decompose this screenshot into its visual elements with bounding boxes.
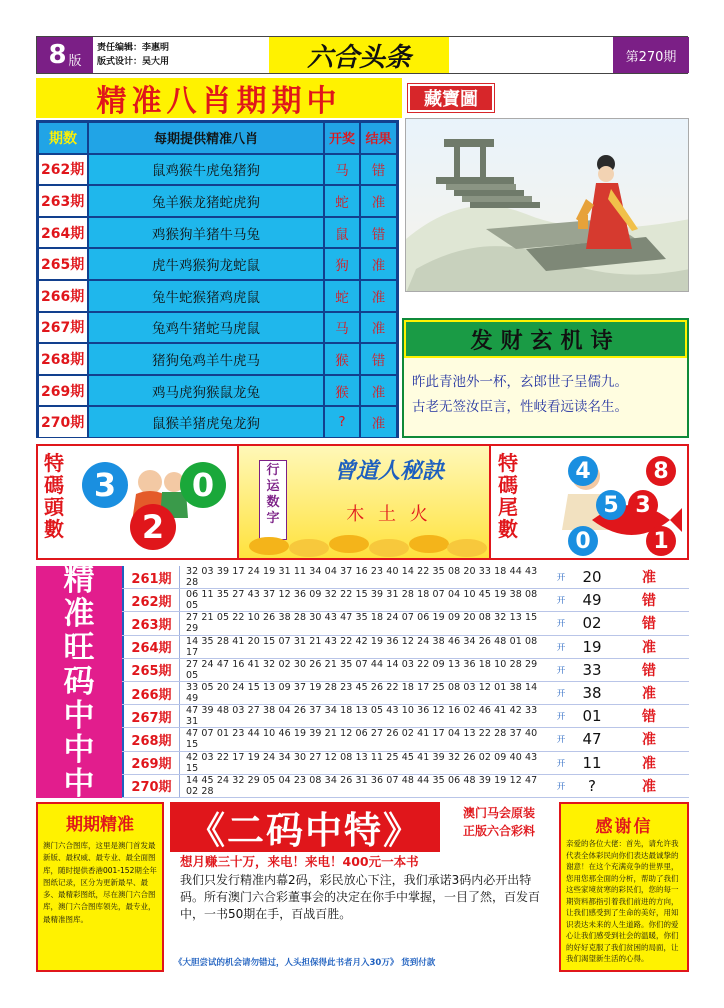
designer-line: 版式设计：吴大用 [97, 57, 170, 67]
zodiac-cell-result: 准 [360, 280, 397, 312]
precise-body: 澳门六合图库，这里是澳门首发最新版、最权威、最专业、最全面图库，随时提供香港001-152期全年图纸记录，区分为更新最早、最多、最精彩图纸，尽在澳门六合图库，澳门六合图库领先，最专业，最精准图库。 [43, 841, 157, 924]
issue-number: 第270期 [613, 37, 689, 73]
zodiac-row [38, 248, 397, 280]
two-code-body: 我们只发行精准内幕2码，彩民放心下注，我们承诺3码内必开出特码。所有澳门六合彩董事会的决定在你手中掌握，一目了然，百发百中，一书50期在手，百战百胜。 [180, 873, 541, 921]
gold-ingots-illustration [239, 524, 489, 558]
zodiac-table [36, 120, 399, 438]
edition-badge [37, 37, 93, 73]
zodiac-cell-draw: 蛇 [324, 185, 360, 217]
hot-cell-period: 261期 [122, 566, 180, 588]
hot-cell-draw: 47 [582, 730, 602, 749]
zodiac-cell-zodiacs: 鸡猴狗羊猪牛马兔 [88, 217, 324, 249]
zodiac-row [38, 406, 397, 438]
zodiac-row [38, 343, 397, 375]
zodiac-cell-draw: ? [324, 406, 360, 438]
precise-title: 期期精准 [66, 815, 134, 835]
zodiac-row [38, 280, 397, 312]
tail-balls [532, 450, 684, 556]
hot-cell-period: 267期 [122, 705, 180, 727]
zodiac-cell-period: 262期 [38, 154, 88, 186]
bridge-woman-illustration [406, 119, 689, 292]
hot-cell-result: 准 [642, 639, 656, 656]
hot-cell-numbers: 27 21 05 22 10 26 38 28 30 43 47 35 18 24 07 06 19 09 20 08 32 13 15 29 [186, 612, 538, 635]
hot-cell-period: 263期 [122, 612, 180, 634]
hot-numbers-row [122, 659, 689, 682]
two-code-source [444, 804, 554, 840]
hot-cell-open: 开 [556, 665, 566, 676]
precise-box [36, 802, 164, 972]
poem-title: 发财玄机诗 [404, 320, 687, 358]
bottom-section [36, 802, 689, 974]
tail-ball: 1 [646, 526, 676, 556]
five-elements: 木 土 火 [346, 504, 432, 525]
hot-cell-numbers: 27 24 47 16 41 32 02 30 26 21 35 07 44 14 03 22 09 13 36 18 10 28 29 05 [186, 658, 538, 681]
zodiac-cell-zodiacs: 猪狗兔鸡羊牛虎马 [88, 343, 324, 375]
publication-title: 六合头条 [269, 37, 449, 73]
zodiac-cell-period: 263期 [38, 185, 88, 217]
hot-numbers-row [122, 566, 689, 589]
poem-line: 昨此青池外一杯，玄郎世子呈儒九。 [412, 374, 628, 390]
edition-number: 8 [48, 40, 67, 70]
lucky-number-tag: 行 运 数 字 [259, 460, 287, 540]
editor-line: 责任编辑：李惠明 [97, 43, 170, 53]
zodiac-header-draw: 开奖 [324, 122, 360, 154]
hot-cell-draw: 19 [582, 637, 602, 656]
hot-cell-draw: 11 [582, 753, 602, 772]
zodiac-cell-draw: 鼠 [324, 217, 360, 249]
hot-numbers-row [122, 705, 689, 728]
zodiac-row [38, 312, 397, 344]
hot-cell-open: 开 [556, 735, 566, 746]
zodiac-header-row [38, 122, 397, 154]
treasure-illustration [405, 118, 689, 292]
zodiac-cell-zodiacs: 兔羊猴龙猪蛇虎狗 [88, 185, 324, 217]
zodiac-cell-result: 错 [360, 217, 397, 249]
two-code-footer: 《大胆尝试的机会请勿错过，人头担保得此书者月入30万》 货到付款 [174, 958, 436, 968]
source-line: 澳门马会原装 [462, 806, 535, 820]
zodiac-cell-zodiacs: 鼠鸡猴牛虎兔猪狗 [88, 154, 324, 186]
zodiac-cell-result: 准 [360, 248, 397, 280]
tail-ball: 5 [596, 490, 626, 520]
zodiac-cell-result: 错 [360, 154, 397, 186]
zodiac-section-title: 精准八肖期期中 [36, 78, 402, 118]
zodiac-cell-zodiacs: 鼠猴羊猪虎兔龙狗 [88, 406, 324, 438]
hot-numbers-row [122, 775, 689, 798]
hot-cell-draw: 01 [582, 707, 602, 726]
hot-cell-result: 准 [642, 732, 656, 749]
hot-cell-open: 开 [556, 619, 566, 630]
zodiac-cell-draw: 狗 [324, 248, 360, 280]
thanks-letter [559, 802, 689, 972]
thanks-title: 感谢信 [595, 817, 653, 837]
poem-body [412, 370, 684, 420]
hot-cell-result: 错 [642, 593, 656, 610]
hot-numbers-section [36, 562, 689, 802]
hot-cell-numbers: 47 39 48 03 27 38 04 26 37 34 18 13 05 43 10 36 12 16 02 46 41 42 33 31 [186, 705, 538, 728]
hot-cell-open: 开 [556, 781, 566, 792]
zodiac-row [38, 154, 397, 186]
hot-cell-period: 262期 [122, 589, 180, 611]
hot-cell-numbers: 06 11 35 27 43 37 12 36 09 32 22 15 39 31 28 18 07 04 10 45 19 38 08 05 [186, 589, 538, 612]
zodiac-cell-period: 267期 [38, 312, 88, 344]
hot-cell-open: 开 [556, 642, 566, 653]
zodiac-cell-result: 准 [360, 375, 397, 407]
thanks-body: 亲爱的各位大佬：首先，请允许我代表全体彩民向你们表达最诚挚的谢意！在这个充满竞争的世界里，您用您那全面的分析，帮助了我们这些家境贫寒的彩民们，您的每一期资料都指引着我们前进的方向，让我们感受到了生命的美好，用知识表达未来的人生道路。你们的爱心让我们感受到社会的温暖，你们的好好克服了我们贫困的局面，让我们渴望新生活的心得。 [566, 839, 679, 963]
zodiac-cell-period: 268期 [38, 343, 88, 375]
zodiac-cell-draw: 蛇 [324, 280, 360, 312]
hot-cell-result: 准 [642, 570, 656, 587]
hot-cell-open: 开 [556, 712, 566, 723]
tail-ball: 4 [568, 456, 598, 486]
hot-numbers-row [122, 612, 689, 635]
hot-numbers-title: 精 准 旺 码 中 中 中 [36, 566, 122, 798]
zodiac-header-zodiacs: 每期提供精准八肖 [88, 122, 324, 154]
zodiac-cell-draw: 猴 [324, 375, 360, 407]
mid-title: 曾道人秘訣 [333, 458, 444, 484]
zodiac-cell-period: 270期 [38, 406, 88, 438]
hot-cell-result: 准 [642, 755, 656, 772]
hot-cell-draw: 20 [582, 568, 602, 587]
hot-cell-numbers: 33 05 20 24 15 13 09 37 19 28 23 45 26 22 18 17 25 08 03 12 01 38 14 49 [186, 682, 538, 705]
hot-cell-period: 266期 [122, 682, 180, 704]
tail-ball: 0 [568, 526, 598, 556]
poem-line: 古老无签汝臣言，性岐看远读名生。 [412, 399, 628, 415]
hot-cell-result: 错 [642, 616, 656, 633]
tail-ball: 3 [628, 490, 658, 520]
head-tail-section [36, 444, 689, 560]
hot-cell-draw: 33 [582, 660, 602, 679]
hot-cell-result: 准 [642, 778, 656, 795]
hot-cell-open: 开 [556, 596, 566, 607]
hot-cell-open: 开 [556, 689, 566, 700]
two-code-title: 《二码中特》 [170, 802, 440, 852]
zodiac-cell-draw: 马 [324, 312, 360, 344]
hot-cell-numbers: 32 03 39 17 24 19 31 11 34 04 37 16 23 40 14 22 35 08 20 33 18 44 43 28 [186, 566, 538, 589]
zodiac-row [38, 217, 397, 249]
hot-cell-numbers: 42 03 22 17 19 24 34 30 27 12 08 13 11 25 45 41 39 32 26 02 09 40 43 15 [186, 751, 538, 774]
zodiac-row [38, 375, 397, 407]
hot-cell-draw: 02 [582, 614, 602, 633]
zodiac-cell-result: 准 [360, 406, 397, 438]
zodiac-cell-result: 准 [360, 185, 397, 217]
tail-ball: 8 [646, 456, 676, 486]
zodiac-cell-period: 266期 [38, 280, 88, 312]
zodiac-header-period: 期数 [38, 122, 88, 154]
zodiac-cell-period: 264期 [38, 217, 88, 249]
zodiac-row [38, 185, 397, 217]
zodiac-cell-result: 准 [360, 312, 397, 344]
treasure-map-label: 藏寶圖 [408, 84, 494, 112]
page-header [36, 36, 688, 74]
head-ball: 2 [130, 504, 176, 550]
tail-digit-title: 特 碼 尾 數 [498, 451, 518, 541]
head-balls [78, 452, 228, 552]
zodiac-cell-period: 269期 [38, 375, 88, 407]
hot-cell-result: 错 [642, 709, 656, 726]
hot-cell-draw: 38 [582, 684, 602, 703]
head-ball: 3 [82, 462, 128, 508]
hot-cell-result: 准 [642, 686, 656, 703]
zodiac-cell-period: 265期 [38, 248, 88, 280]
hot-cell-period: 264期 [122, 636, 180, 658]
head-ball: 0 [180, 462, 226, 508]
hot-cell-period: 268期 [122, 728, 180, 750]
hot-cell-open: 开 [556, 758, 566, 769]
hot-numbers-row [122, 682, 689, 705]
zodiac-cell-draw: 猴 [324, 343, 360, 375]
two-code-ad [170, 802, 553, 972]
zodiac-cell-result: 错 [360, 343, 397, 375]
hot-numbers-row [122, 636, 689, 659]
source-line: 正版六合彩料 [462, 824, 535, 838]
zodiac-cell-zodiacs: 兔鸡牛猪蛇马虎鼠 [88, 312, 324, 344]
hot-cell-period: 270期 [122, 775, 180, 797]
hot-cell-draw: ? [588, 776, 596, 795]
lucky-number-panel [237, 446, 491, 558]
hot-cell-numbers: 14 35 28 41 20 15 07 31 21 43 22 42 19 36 12 24 38 46 34 26 48 01 08 17 [186, 635, 538, 658]
hot-numbers-row [122, 589, 689, 612]
poem-box [402, 318, 689, 438]
hot-numbers-row [122, 728, 689, 751]
head-digit-title: 特 碼 頭 數 [44, 451, 64, 541]
two-code-slogan: 想月赚三十万，来电！来电！400元一本书 [180, 854, 419, 869]
editors-credit [97, 41, 169, 69]
zodiac-cell-zodiacs: 鸡马虎狗猴鼠龙兔 [88, 375, 324, 407]
hot-cell-period: 269期 [122, 752, 180, 774]
zodiac-cell-zodiacs: 兔牛蛇猴猪鸡虎鼠 [88, 280, 324, 312]
zodiac-header-result: 结果 [360, 122, 397, 154]
hot-cell-numbers: 47 07 01 23 44 10 46 19 39 21 12 06 27 26 02 41 17 04 13 22 28 37 40 15 [186, 728, 538, 751]
hot-cell-draw: 49 [582, 591, 602, 610]
zodiac-cell-zodiacs: 虎牛鸡猴狗龙蛇鼠 [88, 248, 324, 280]
hot-cell-period: 265期 [122, 659, 180, 681]
zodiac-cell-draw: 马 [324, 154, 360, 186]
hot-cell-numbers: 14 45 24 32 29 05 04 23 08 34 26 31 36 07 48 44 35 06 48 39 19 12 47 02 28 [186, 774, 538, 797]
hot-numbers-row [122, 752, 689, 775]
hot-cell-open: 开 [556, 573, 566, 584]
hot-cell-result: 错 [642, 662, 656, 679]
edition-unit: 版 [68, 53, 82, 69]
